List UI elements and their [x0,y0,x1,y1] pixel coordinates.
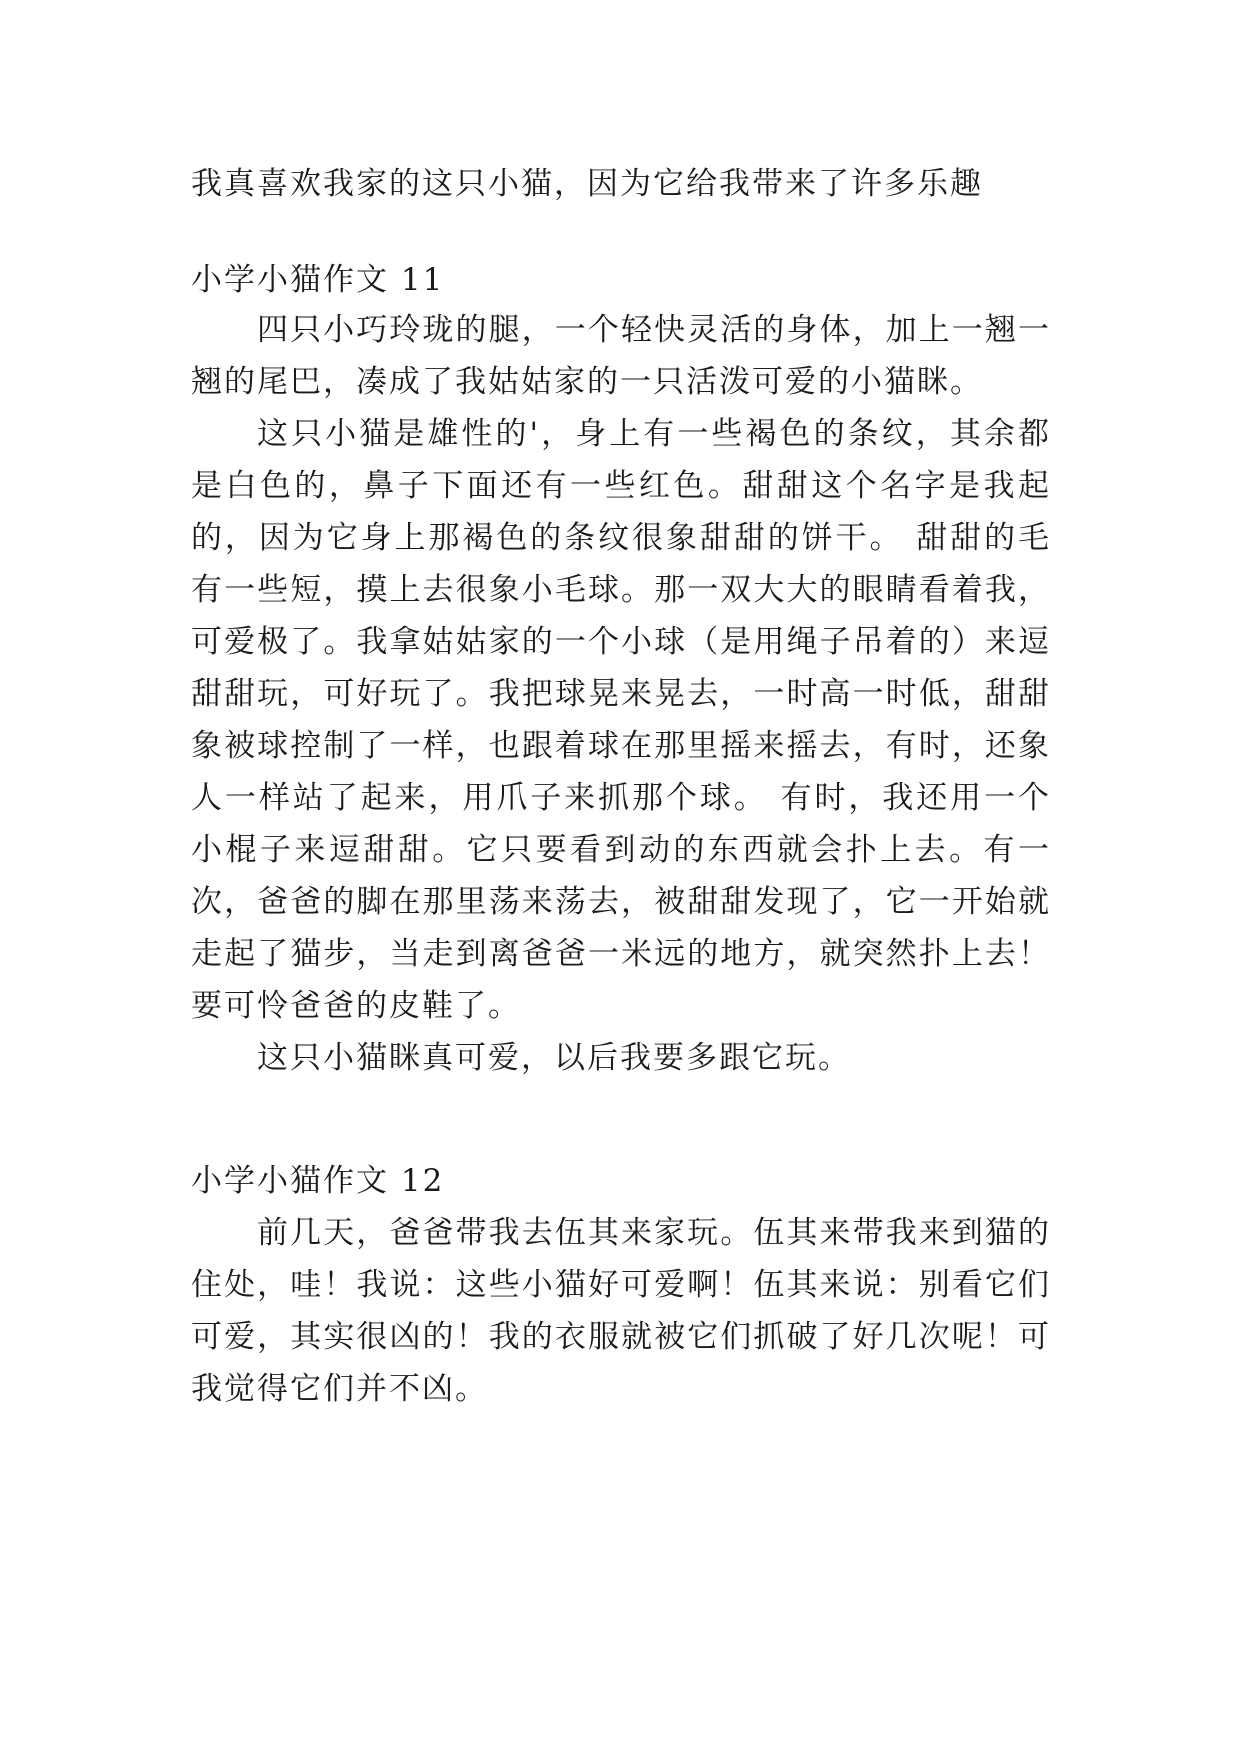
section-11-paragraph-2: 这只小猫是雄性的'，身上有一些褐色的条纹，其余都是白色的，鼻子下面还有一些红色。甜甜这个名字是我起的，因为它身上那褐色的条纹很象甜甜的饼干。 甜甜的毛有一些短，摸上去很象小毛球。那一双大大的眼睛看着我，可爱极了。我拿姑姑家的一个小球（是用绳子吊着的）来逗甜甜玩，可好玩了。我把球晃来晃去，一时高一时低，甜甜象被球控制了一样，也跟着球在那里摇来摇去，有时，还象人一样站了起来，用爪子来抓那个球。 有时，我还用一个小棍子来逗甜甜。它只要看到动的东西就会扑上去。有一次，爸爸的脚在那里荡来荡去，被甜甜发现了，它一开始就走起了猫步，当走到离爸爸一米远的地方，就突然扑上去！要可怜爸爸的皮鞋了。 [191,416,1051,1024]
section-12-paragraph-1: 前几天，爸爸带我去伍其来家玩。伍其来带我来到猫的住处，哇！我说：这些小猫好可爱啊！伍其来说：别看它们可爱，其实很凶的！我的衣服就被它们抓破了好几次呢！可我觉得它们并不凶。 [191,1215,1051,1407]
section-11-paragraph-3: 这只小猫眯真可爱，以后我要多跟它玩。 [257,1040,851,1076]
section-12-body [191,1207,1051,1415]
opening-line: 我真喜欢我家的这只小猫，因为它给我带来了许多乐趣 [191,166,983,202]
section-heading-11: 小学小猫作文 11 [191,262,445,298]
section-11-paragraph-1: 四只小巧玲珑的腿，一个轻快灵活的身体，加上一翘一翘的尾巴，凑成了我姑姑家的一只活泼可爱的小猫眯。 [191,312,1051,400]
section-heading-12: 小学小猫作文 12 [191,1163,445,1199]
section-11-body [191,304,1051,1084]
